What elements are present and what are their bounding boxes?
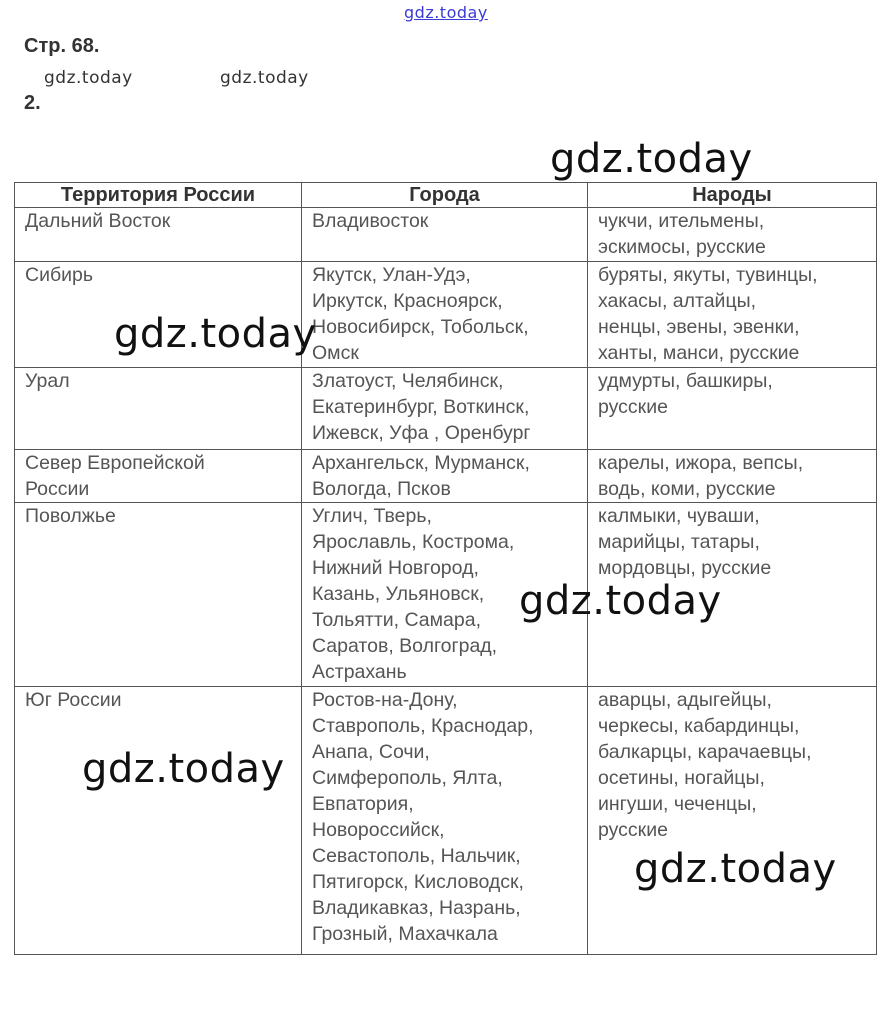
cities-cell: Углич, Тверь, Ярославль, Кострома, Нижний Новгород, Казань, Ульяновск, Тольятти, Самара, Саратов, Волгоград, Астрахань [302, 503, 588, 687]
watermark-big-5: gdz.today [634, 846, 837, 892]
territory-cell: Урал [15, 368, 302, 450]
task-number: 2. [24, 92, 41, 114]
table-header-row [15, 183, 877, 208]
cities-cell: Владивосток [302, 208, 588, 262]
territory-cell: Юг России [15, 687, 302, 955]
table-row [15, 368, 877, 450]
table-row [15, 503, 877, 687]
peoples-cell: буряты, якуты, тувинцы, хакасы, алтайцы, ненцы, эвены, эвенки, ханты, манси, русские [588, 262, 877, 368]
watermark-top-link[interactable]: gdz.today [404, 3, 488, 22]
watermark-small-left: gdz.today [44, 68, 133, 88]
watermark-big-2: gdz.today [114, 311, 317, 357]
regions-table [14, 182, 877, 955]
peoples-cell: удмурты, башкиры, русские [588, 368, 877, 450]
peoples-cell: карелы, ижора, вепсы, водь, коми, русские [588, 450, 877, 503]
watermark-big-1: gdz.today [550, 136, 753, 182]
header-peoples: Народы [588, 183, 877, 208]
table-row [15, 687, 877, 955]
territory-cell: Сибирь [15, 262, 302, 368]
peoples-cell: чукчи, ительмены, эскимосы, русские [588, 208, 877, 262]
territory-cell: Север Европейской России [15, 450, 302, 503]
cities-cell: Архангельск, Мурманск, Вологда, Псков [302, 450, 588, 503]
peoples-cell: калмыки, чуваши, марийцы, татары, мордовцы, русские [588, 503, 877, 687]
header-territory: Территория России [15, 183, 302, 208]
header-cities: Города [302, 183, 588, 208]
cities-cell: Ростов-на-Дону, Ставрополь, Краснодар, Анапа, Сочи, Симферополь, Ялта, Евпатория, Новороссийск, Севастополь, Нальчик, Пятигорск, Кисловодск, Владикавказ, Назрань, Грозный, Махачкала [302, 687, 588, 955]
watermark-big-3: gdz.today [519, 578, 722, 624]
watermark-big-4: gdz.today [82, 746, 285, 792]
page-title: Стр. 68. [24, 35, 100, 57]
table-row [15, 450, 877, 503]
cities-cell: Якутск, Улан-Удэ, Иркутск, Красноярск, Новосибирск, Тобольск, Омск [302, 262, 588, 368]
territory-cell: Поволжье [15, 503, 302, 687]
cities-cell: Златоуст, Челябинск, Екатеринбург, Воткинск, Ижевск, Уфа , Оренбург [302, 368, 588, 450]
table-row [15, 208, 877, 262]
territory-cell: Дальний Восток [15, 208, 302, 262]
watermark-small-right: gdz.today [220, 68, 309, 88]
peoples-cell: аварцы, адыгейцы, черкесы, кабардинцы, балкарцы, карачаевцы, осетины, ногайцы, ингуши, чеченцы, русские [588, 687, 877, 955]
